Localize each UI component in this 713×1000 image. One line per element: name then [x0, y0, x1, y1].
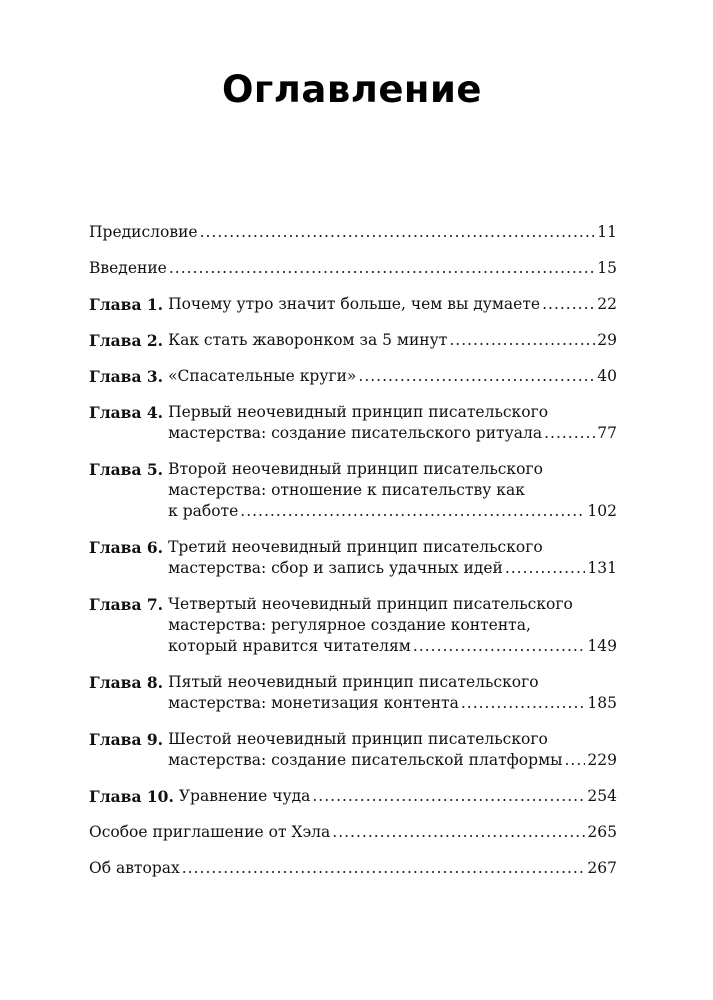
- dot-leader: [182, 858, 586, 879]
- page-number: 149: [587, 637, 617, 655]
- entry-title-line: Об авторах: [89, 859, 180, 877]
- toc-entry[interactable]: [89, 294, 617, 315]
- entry-body: [168, 330, 617, 351]
- entry-title-line: Шестой неочевидный принцип писательского: [168, 730, 548, 748]
- entry-body: [168, 537, 617, 579]
- entry-last-line: [89, 822, 617, 843]
- chapter-label: Глава 7.: [89, 595, 164, 614]
- entry-title-line: Как стать жаворонком за 5 минут: [168, 331, 448, 349]
- entry-last-line: [89, 222, 617, 243]
- entry-title-line: к работе: [168, 502, 239, 520]
- entry-last-line: [168, 423, 617, 444]
- entry-title-line: Введение: [89, 259, 167, 277]
- page-number: 40: [597, 367, 617, 385]
- toc-entry[interactable]: [89, 594, 617, 657]
- chapter-label: Глава 3.: [89, 367, 164, 386]
- dot-leader: [564, 750, 585, 771]
- entry-title-line: Первый неочевидный принцип писательского: [168, 403, 549, 421]
- chapter-label: Глава 4.: [89, 403, 164, 422]
- chapter-label: Глава 2.: [89, 331, 164, 350]
- entry-body: [89, 822, 617, 843]
- toc-entry[interactable]: [89, 729, 617, 771]
- chapter-label: Глава 1.: [89, 295, 164, 314]
- dot-leader: [312, 786, 585, 807]
- chapter-label: Глава 6.: [89, 538, 164, 557]
- entry-body: [168, 294, 617, 315]
- chapter-label: Глава 8.: [89, 673, 164, 692]
- entry-last-line: [168, 330, 617, 351]
- entry-title-line: мастерства: регулярное создание контента,: [168, 616, 531, 634]
- entry-last-line: [168, 636, 617, 657]
- dot-leader: [544, 423, 595, 444]
- entry-body: [168, 366, 617, 387]
- toc-entry[interactable]: [89, 258, 617, 279]
- entry-body: [168, 729, 617, 771]
- page-number: 265: [587, 823, 617, 841]
- page-number: 22: [597, 295, 617, 313]
- chapter-label: Глава 5.: [89, 460, 164, 479]
- entry-last-line: [89, 258, 617, 279]
- dot-leader: [461, 693, 586, 714]
- entry-title-line: который нравится читателям: [168, 637, 411, 655]
- toc-entry[interactable]: [89, 402, 617, 444]
- page-title: Оглавление: [221, 68, 483, 111]
- page-number: 131: [587, 559, 617, 577]
- entry-last-line: [168, 693, 617, 714]
- entry-title-line: Уравнение чуда: [178, 787, 311, 805]
- chapter-label: Глава 10.: [89, 787, 174, 806]
- entry-title-line: Почему утро значит больше, чем вы думаете: [168, 295, 541, 313]
- toc-entry[interactable]: [89, 822, 617, 843]
- entry-title-line: мастерства: отношение к писательству как: [168, 481, 525, 499]
- entry-body: [168, 459, 617, 522]
- toc-entry[interactable]: [89, 537, 617, 579]
- entry-body: [89, 222, 617, 243]
- page-number: 102: [587, 502, 617, 520]
- dot-leader: [505, 558, 586, 579]
- dot-leader: [542, 294, 595, 315]
- entry-title-line: Третий неочевидный принцип писательского: [168, 538, 543, 556]
- entry-body: [168, 672, 617, 714]
- toc-entry[interactable]: [89, 858, 617, 879]
- dot-leader: [240, 501, 585, 522]
- toc-entry[interactable]: [89, 366, 617, 387]
- page-number: 11: [597, 223, 617, 241]
- toc-entry[interactable]: [89, 222, 617, 243]
- entry-body: [168, 402, 617, 444]
- entry-body: [89, 258, 617, 279]
- page-number: 185: [587, 694, 617, 712]
- toc-entry[interactable]: [89, 672, 617, 714]
- entry-body: [168, 594, 617, 657]
- entry-title-line: Пятый неочевидный принцип писательского: [168, 673, 539, 691]
- entry-body: [89, 858, 617, 879]
- dot-leader: [358, 366, 595, 387]
- entry-title-line: Второй неочевидный принцип писательского: [168, 460, 543, 478]
- toc-entry[interactable]: [89, 459, 617, 522]
- entry-last-line: [168, 750, 617, 771]
- entry-title-line: «Спасательные круги»: [168, 367, 357, 385]
- entry-title-line: Особое приглашение от Хэла: [89, 823, 331, 841]
- dot-leader: [413, 636, 586, 657]
- entry-last-line: [168, 558, 617, 579]
- chapter-label: Глава 9.: [89, 730, 164, 749]
- page-number: 15: [597, 259, 617, 277]
- page-number: 254: [587, 787, 617, 805]
- dot-leader: [169, 258, 595, 279]
- entry-last-line: [168, 501, 617, 522]
- dot-leader: [449, 330, 595, 351]
- entry-last-line: [179, 786, 617, 807]
- toc-entry[interactable]: [89, 330, 617, 351]
- entry-last-line: [168, 366, 617, 387]
- entry-title-line: мастерства: сбор и запись удачных идей: [168, 559, 503, 577]
- entry-title-line: мастерства: монетизация контента: [168, 694, 459, 712]
- entry-last-line: [89, 858, 617, 879]
- entry-title-line: мастерства: создание писательской платформы: [168, 751, 563, 769]
- page-number: 267: [587, 859, 617, 877]
- entry-title-line: Предисловие: [89, 223, 198, 241]
- page-number: 77: [597, 424, 617, 442]
- page-number: 229: [587, 751, 617, 769]
- entry-last-line: [168, 294, 617, 315]
- page-number: 29: [597, 331, 617, 349]
- dot-leader: [200, 222, 596, 243]
- toc-entry[interactable]: [89, 786, 617, 807]
- entry-title-line: Четвертый неочевидный принцип писательского: [168, 595, 573, 613]
- entry-title-line: мастерства: создание писательского ритуала: [168, 424, 543, 442]
- table-of-contents: [89, 222, 617, 894]
- dot-leader: [332, 822, 585, 843]
- entry-body: [179, 786, 617, 807]
